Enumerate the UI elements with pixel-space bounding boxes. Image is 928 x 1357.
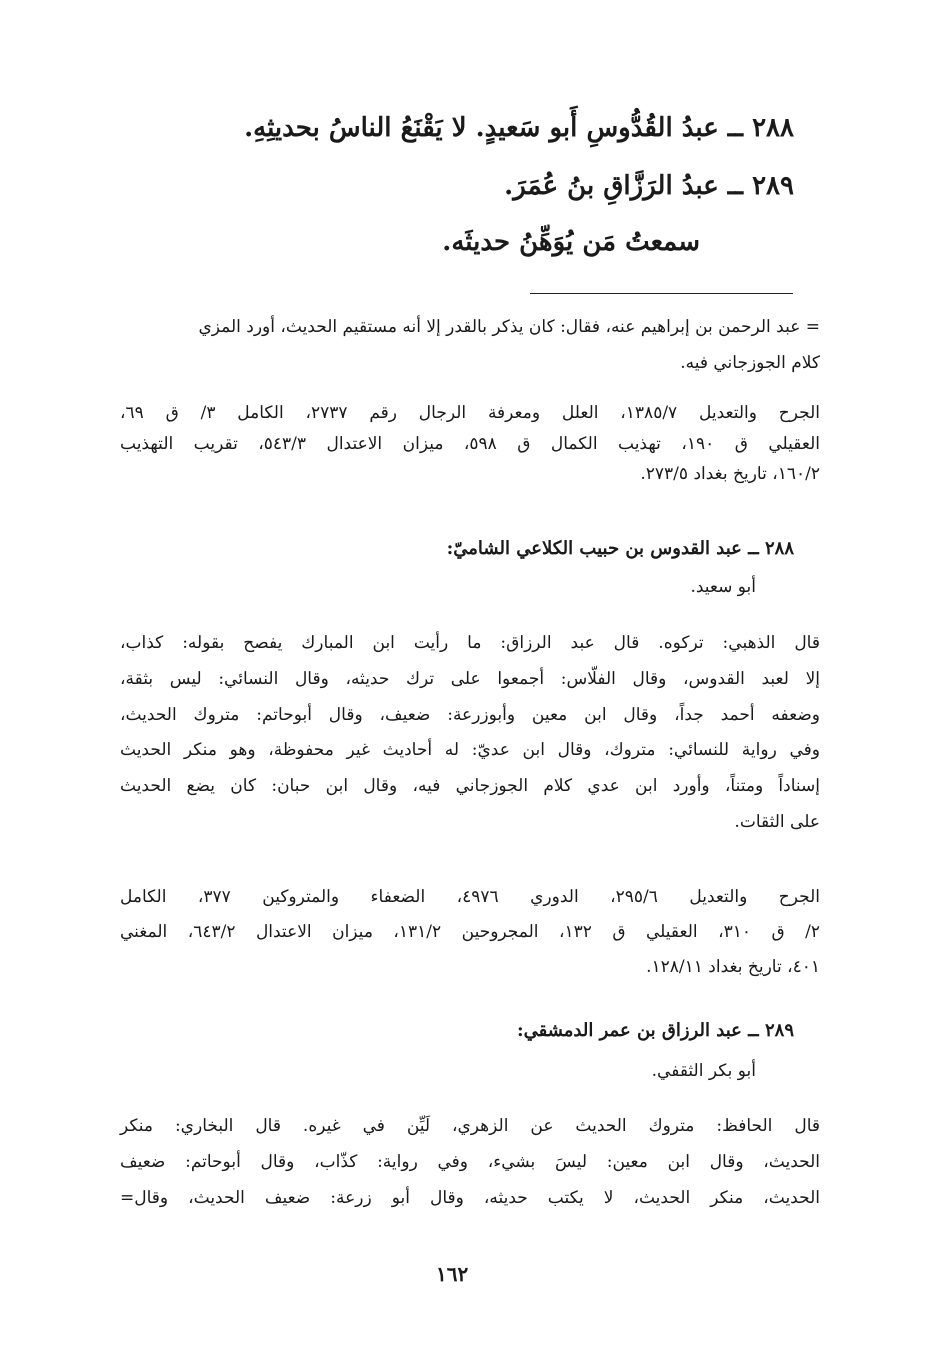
footnote-entry-289-line: الحديث، منكر الحديث، لا يكتب حديثه، وقال أبو زرعة: ضعيف الحديث، وقال= xyxy=(120,1188,820,1208)
footnote-divider xyxy=(530,293,793,294)
footnote-entry-288-line: قال الذهبي: تركوه. قال عبد الرزاق: ما رأيت ابن المبارك يفصح بقوله: كذاب، xyxy=(120,633,820,653)
footnote-entry-288-line: وفي رواية للنسائي: متروك، وقال ابن عديّ: له أحاديث غير محفوظة، وهو منكر الحديث xyxy=(120,740,820,761)
footnote-continuation-line-2: كلام الجوزجاني فيه. xyxy=(680,353,820,373)
footnote-entry-288-line: وضعفه أحمد جداً، وقال ابن معين وأبوزرعة: ضعيف، وقال أبوحاتم: متروك الحديث، xyxy=(120,704,820,725)
footnote-entry-288-line: إلا لعبد القدوس، وقال الفلّاس: أجمعوا على ترك حديثه، وقال النسائي: ليس بثقة، xyxy=(120,668,820,689)
main-entry-289-title: ٢٨٩ ــ عبدُ الرَزَّاقِ بنُ عُمَرَ. xyxy=(504,171,794,201)
footnote-continuation-line-1: = عبد الرحمن بن إبراهيم عنه، فقال: كان يذكر بالقدر إلا أنه مستقيم الحديث، أورد المزي xyxy=(198,317,820,337)
footnote-entry-288-heading: ٢٨٨ ــ عبد القدوس بن حبيب الكلاعي الشاميّ: xyxy=(446,538,794,559)
footnote-entry-289-heading: ٢٨٩ ــ عبد الرزاق بن عمر الدمشقي: xyxy=(516,1020,794,1041)
footnote-entry-288-body xyxy=(120,626,820,841)
main-entry-289-text: سمعتُ مَن يُوَهِّنُ حديثَه. xyxy=(442,227,700,257)
footnote-entry-289-line: قال الحافظ: متروك الحديث عن الزهري، لَيِّن في غيره. قال البخاري: منكر xyxy=(120,1116,820,1136)
footnote-entry-288-line: على الثقات. xyxy=(734,811,820,832)
references-block-1-line: ١٦٠/٢، تاريخ بغداد ٢٧٣/٥. xyxy=(640,464,820,485)
references-block-2-line: الجرح والتعديل ٢٩٥/٦، الدوري ٤٩٧٦، الضعفاء والمتروكين ٣٧٧، الكامل xyxy=(120,887,820,907)
references-block-1-line: العقيلي ق ١٩٠، تهذيب الكمال ق ٥٩٨، ميزان الاعتدال ٥٤٣/٣، تقريب التهذيب xyxy=(120,433,820,454)
references-block-2-line: ٤٠١، تاريخ بغداد ١٢٨/١١. xyxy=(646,957,820,977)
references-block-2 xyxy=(120,880,820,985)
references-block-1-line: الجرح والتعديل ١٣٨٥/٧، العلل ومعرفة الرجال رقم ٢٧٣٧، الكامل ٣/ ق ٦٩، xyxy=(120,403,821,423)
footnote-entry-289-kunya: أبو بكر الثقفي. xyxy=(651,1061,756,1081)
footnote-entry-289-line: الحديث، وقال ابن معين: ليسَ بشيء، وفي رواية: كذّاب، وقال أبوحاتم: ضعيف xyxy=(120,1152,820,1172)
footnote-entry-288-line: إسناداً ومتناً، وأورد ابن عدي كلام الجوزجاني فيه، وقال ابن حبان: كان يضع الحديث xyxy=(120,776,820,797)
references-block-1 xyxy=(120,398,820,490)
footnote-entry-288-kunya: أبو سعيد. xyxy=(690,577,756,597)
footnote-entry-289-body xyxy=(120,1108,820,1216)
page-number: ١٦٢ xyxy=(436,1262,469,1286)
main-entry-288: ٢٨٨ ــ عبدُ القُدُّوسِ أَبو سَعيدٍ. لا يَقْنَعُ الناسُ بحديثِهِ. xyxy=(244,113,794,143)
references-block-2-line: ٢/ ق ٣١٠، العقيلي ق ١٣٢، المجروحين ١٣١/٢، ميزان الاعتدال ٦٤٣/٢، المغني xyxy=(120,922,821,942)
